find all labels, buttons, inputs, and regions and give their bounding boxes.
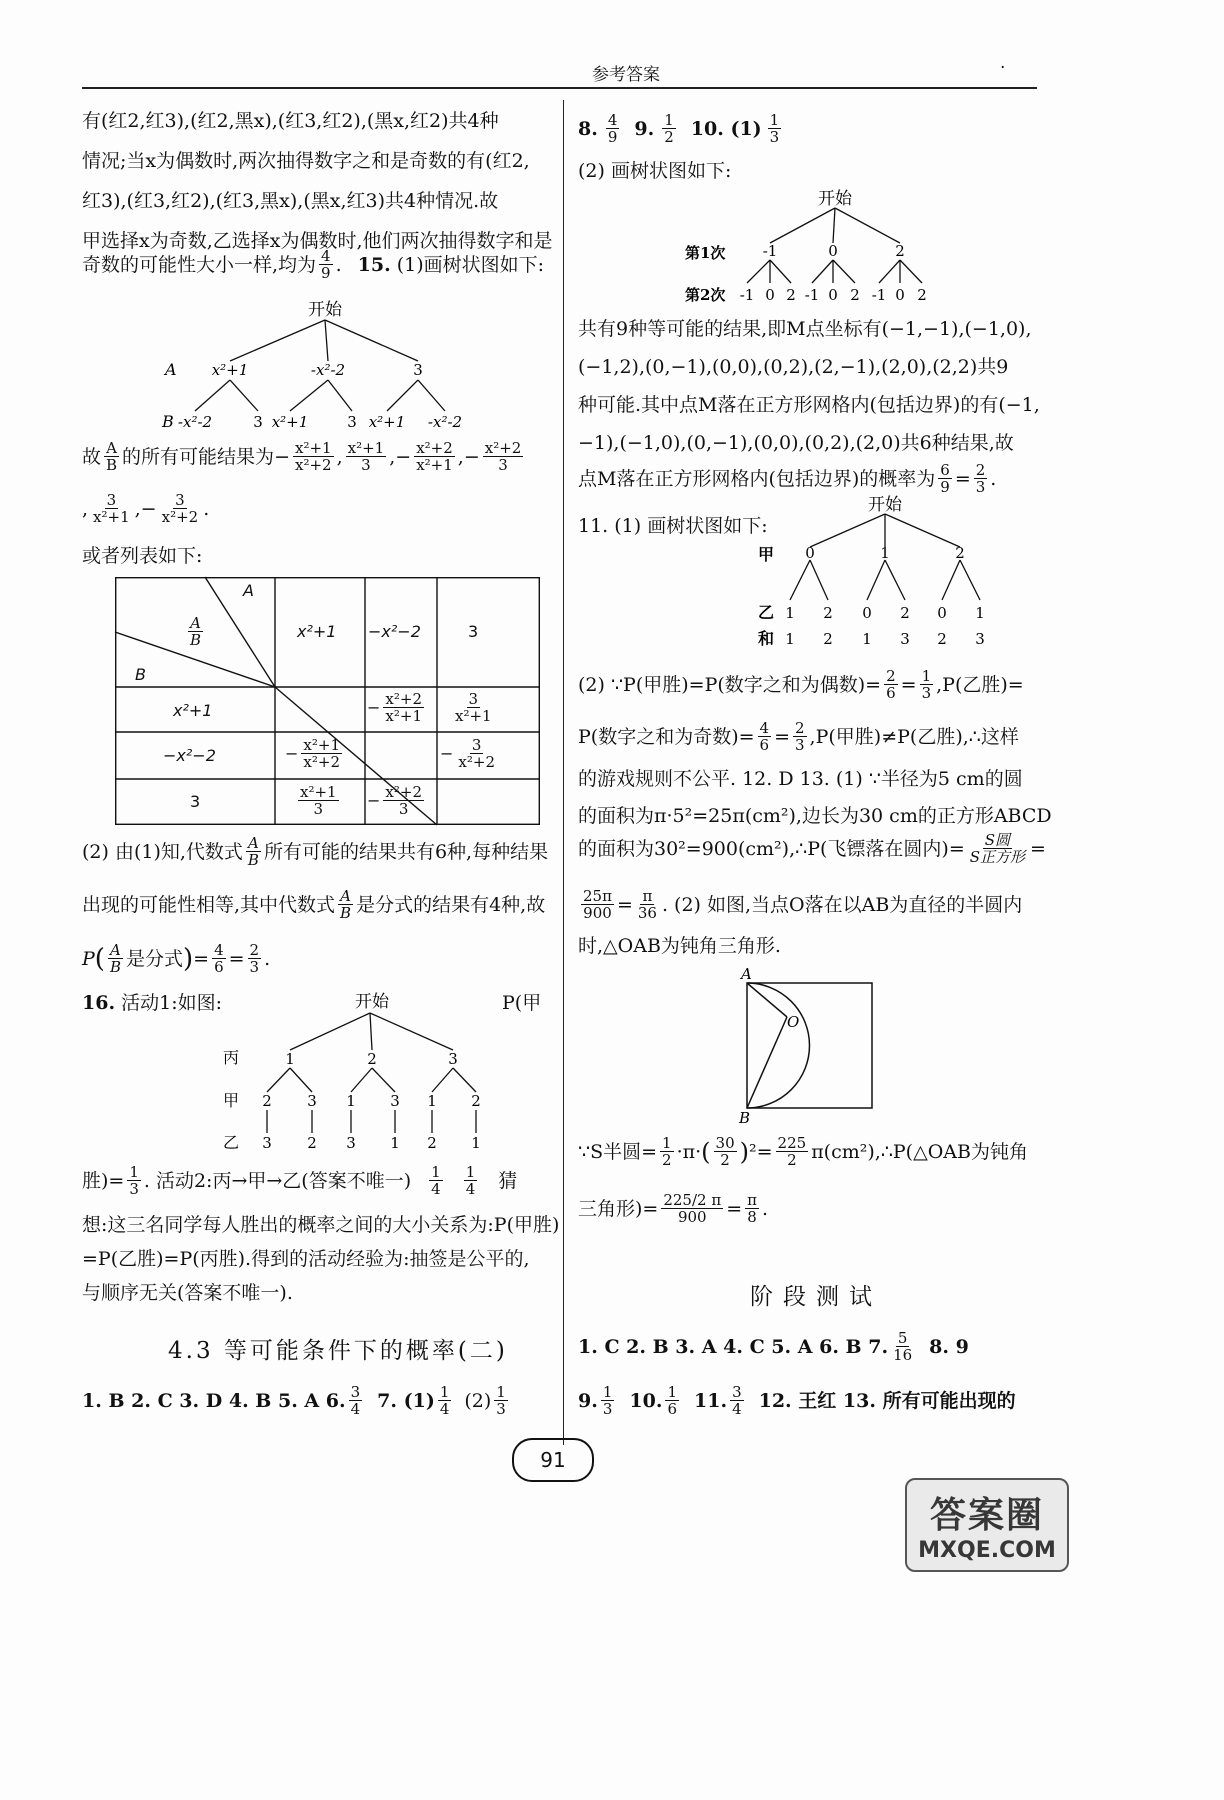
tree16-row-0: 丙 <box>223 1048 240 1067</box>
right-line-9: (2) ∵P(甲胜)=P(数字之和为偶数)= $\frac{2}{6}$ = $\frac{1}{3}$ ,P(乙胜)= <box>578 667 1024 702</box>
svg-text:3: 3 <box>448 1050 458 1068</box>
svg-text:-1: -1 <box>739 286 755 304</box>
svg-text:1: 1 <box>862 630 872 648</box>
table-corner-a: A <box>243 581 254 600</box>
tree-diagram-15 <box>150 300 550 440</box>
left-line-19: =P(乙胜)=P(丙胜).得到的活动经验为:抽签是公平的, <box>82 1248 530 1270</box>
svg-text:0: 0 <box>862 604 872 622</box>
column-divider <box>563 100 564 1445</box>
col-header-2: 3 <box>468 622 479 641</box>
svg-text:-1: -1 <box>804 286 820 304</box>
svg-text:-1: -1 <box>871 286 887 304</box>
q16-line: 16. 活动1:如图: <box>82 992 223 1014</box>
cell-2-3: − $\frac{3}{\text{x²+2}}$ <box>440 736 495 771</box>
svg-text:3: 3 <box>262 1134 272 1152</box>
tree11-row-1: 乙 <box>758 603 775 622</box>
header-rule <box>82 87 1037 89</box>
svg-text:3: 3 <box>390 1092 400 1110</box>
svg-text:1: 1 <box>785 604 795 622</box>
result-2: $\frac{\text{x²+2}}{\text{x²+1}}$ <box>416 439 453 474</box>
fig-label-o: O <box>787 1013 800 1031</box>
results-line: 故 $\frac{A}{B}$ 的所有可能结果为 − $\frac{\text{x²+1}}{\text{x²+2}}$ , $\frac{\text{x²+1}}{3}$ ,− $\frac{\text{x²+2}}{\text{x²+1}}$ ,− $\frac{\text{x²+2}}{3}$ <box>82 439 522 474</box>
svg-text:3: 3 <box>975 630 985 648</box>
svg-text:2: 2 <box>895 242 905 260</box>
svg-text:1: 1 <box>785 630 795 648</box>
row-header-1: −x²−2 <box>163 746 216 765</box>
tree16-row-2: 乙 <box>223 1133 240 1152</box>
result-3: $\frac{\text{x²+2}}{3}$ <box>484 439 522 474</box>
table-corner-frac: $\frac{A}{B}$ <box>190 614 202 649</box>
tree11-start: 开始 <box>868 495 902 515</box>
left-line-2: 情况;当x为偶数时,两次抽得数字之和是奇数的有(红2, <box>82 150 530 172</box>
svg-text:2: 2 <box>471 1092 481 1110</box>
svg-text:3: 3 <box>900 630 910 648</box>
left-line-3: 红3),(红3,红2),(红3,黑x),(黑x,红3)共4种情况.故 <box>82 190 499 212</box>
row-header-2: 3 <box>190 792 201 811</box>
tree-diagram-10 <box>685 188 945 308</box>
tree15-l2-1: 3 <box>253 413 263 431</box>
fig-label-a: A <box>741 965 752 983</box>
svg-text:2: 2 <box>367 1050 377 1068</box>
tree11-row-2: 和 <box>758 629 775 648</box>
tree15-l1-1: -x²-2 <box>310 361 346 379</box>
right-line-13: 的面积为30²=900(cm²),∴P(飞镖落在圆内)= $\frac{\text{S圆}}{\text{S正方形}}$ = <box>578 831 1046 866</box>
watermark-logo <box>905 1478 1069 1572</box>
right-line-15: 时,△OAB为钝角三角形. <box>578 935 781 957</box>
cell-2-1: − $\frac{\text{x²+1}}{\text{x²+2}}$ <box>285 736 340 771</box>
header-dot: · <box>1000 58 1006 78</box>
svg-text:1: 1 <box>471 1134 481 1152</box>
right-line-11: 的游戏规则不公平. 12. D 13. (1) ∵半径为5 cm的圆 <box>578 768 1023 790</box>
table-intro: 或者列表如下: <box>82 545 203 567</box>
right-line-5: 种可能.其中点M落在正方形网格内(包括边界)的有(−1, <box>578 394 1040 416</box>
tree-diagram-16 <box>215 992 515 1158</box>
section-title-stage-test: 阶段测试 <box>750 1284 882 1310</box>
col-header-0: x²+1 <box>297 622 337 641</box>
svg-text:3: 3 <box>346 1134 356 1152</box>
left-line-4: 甲选择x为奇数,乙选择x为偶数时,他们两次抽得数字和是 <box>82 230 553 252</box>
svg-text:1: 1 <box>390 1134 400 1152</box>
fraction-4-9: $\frac{4}{9}$ <box>321 247 331 282</box>
right-line-17: 三角形)= $\frac{225/2 \pi}{900}$ = $\frac{\pi}{8}$ . <box>578 1191 769 1226</box>
cell-1-3: $\frac{3}{\text{x²+1}}$ <box>455 690 492 725</box>
cell-3-1: $\frac{\text{x²+1}}{3}$ <box>300 783 337 818</box>
svg-text:1: 1 <box>285 1050 295 1068</box>
result-1: $\frac{\text{x²+1}}{3}$ <box>347 439 385 474</box>
right-line-6: −1),(−1,0),(0,−1),(0,0),(0,2),(2,0)共6种结果,故 <box>578 432 1014 454</box>
left-line-18: 想:这三名同学每人胜出的概率之间的大小关系为:P(甲胜) <box>82 1214 560 1236</box>
svg-text:2: 2 <box>917 286 927 304</box>
svg-text:2: 2 <box>900 604 910 622</box>
right-line-3: 共有9种等可能的结果,即M点坐标有(−1,−1),(−1,0), <box>578 318 1032 340</box>
right-line-14: $\frac{25\pi}{900}$ = $\frac{\pi}{36}$ . (2) 如图,当点O落在以AB为直径的半圆内 <box>583 887 1023 922</box>
svg-text:2: 2 <box>937 630 947 648</box>
tree10-row-0: 第1次 <box>685 244 726 262</box>
svg-text:0: 0 <box>828 242 838 260</box>
right-line-7: 点M落在正方形网格内(包括边界)的概率为 $\frac{6}{9}$ = $\frac{2}{3}$ . <box>578 461 997 496</box>
stage-answers-2: 9. $\frac{1}{3}$ 10. $\frac{1}{6}$ 11. $\frac{3}{4}$ 12. 王红 13. 所有可能出现的 <box>578 1383 1016 1418</box>
tree15-l2-0: -x²-2 <box>177 413 213 431</box>
svg-text:2: 2 <box>955 544 965 562</box>
answers-4-3: 1. B 2. C 3. D 4. B 5. A 6. $\frac{3}{4}$ 7. (1) $\frac{1}{4}$ (2) $\frac{1}{3}$ <box>82 1383 506 1418</box>
table-corner-b: B <box>135 665 146 684</box>
tree15-label-a: A <box>165 360 177 379</box>
svg-text:1: 1 <box>427 1092 437 1110</box>
cell-3-2: − $\frac{\text{x²+2}}{3}$ <box>367 783 422 818</box>
part2-line-1: (2) 由(1)知,代数式 $\frac{A}{B}$ 所有可能的结果共有6种,每种结果 <box>82 834 549 869</box>
tree16-row-1: 甲 <box>223 1091 240 1110</box>
col-header-1: −x²−2 <box>368 622 421 641</box>
svg-text:1: 1 <box>880 544 890 562</box>
svg-text:1: 1 <box>346 1092 356 1110</box>
watermark-url: MXQE.COM <box>918 1538 1056 1563</box>
svg-text:1: 1 <box>975 604 985 622</box>
tree-diagram-11 <box>755 492 1015 647</box>
q16-right: P(甲 <box>502 992 542 1014</box>
row-header-0: x²+1 <box>173 701 213 720</box>
result-5: $\frac{3}{\text{x²+2}}$ <box>161 491 199 526</box>
right-line-8: 11. (1) 画树状图如下: <box>578 515 768 537</box>
watermark-text: 答案圈 <box>929 1495 1044 1536</box>
result-table <box>115 577 540 825</box>
svg-text:2: 2 <box>427 1134 437 1152</box>
section-title-4-3: 4.3 等可能条件下的概率(二) <box>168 1338 508 1364</box>
svg-text:3: 3 <box>307 1092 317 1110</box>
tree15-l1-0: x²+1 <box>211 361 249 379</box>
tree15-l2-5: -x²-2 <box>427 413 463 431</box>
tree10-start: 开始 <box>818 189 852 209</box>
tree11-row-0: 甲 <box>758 545 775 564</box>
tree15-start: 开始 <box>308 300 342 320</box>
left-line-1: 有(红2,红3),(红2,黑x),(红3,红2),(黑x,红2)共4种 <box>82 110 499 132</box>
svg-text:2: 2 <box>786 286 796 304</box>
tree15-label-b: B <box>162 412 174 431</box>
tree15-l2-3: 3 <box>347 413 357 431</box>
tree15-l1-2: 3 <box>413 361 423 379</box>
svg-text:-1: -1 <box>762 242 778 260</box>
svg-text:0: 0 <box>895 286 905 304</box>
svg-text:2: 2 <box>823 630 833 648</box>
svg-text:2: 2 <box>262 1092 272 1110</box>
svg-text:2: 2 <box>307 1134 317 1152</box>
result-0: $\frac{\text{x²+1}}{\text{x²+2}}$ <box>294 439 332 474</box>
svg-text:0: 0 <box>937 604 947 622</box>
right-line-16: ∵S半圆= $\frac{1}{2}$ ·π· ( $\frac{30}{2}$ ) ²= $\frac{225}{2}$ π(cm²),∴P(△OAB为钝角 <box>578 1134 1028 1169</box>
tree15-l2-4: x²+1 <box>368 413 406 431</box>
right-line-1: 8. $\frac{4}{9}$ 9. $\frac{1}{2}$ 10. (1) $\frac{1}{3}$ <box>578 111 780 146</box>
left-line-20: 与顺序无关(答案不唯一). <box>82 1282 293 1304</box>
svg-text:0: 0 <box>765 286 775 304</box>
semicircle-figure <box>735 965 885 1125</box>
svg-text:0: 0 <box>805 544 815 562</box>
fig-label-b: B <box>739 1109 751 1127</box>
activity-line: 胜)= $\frac{1}{3}$ . 活动2:丙→甲→乙(答案不唯一) $\frac{1}{4}$ $\frac{1}{4}$ 猜 <box>82 1163 518 1198</box>
svg-text:2: 2 <box>823 604 833 622</box>
cell-1-2: − $\frac{\text{x²+2}}{\text{x²+1}}$ <box>367 690 422 725</box>
svg-text:2: 2 <box>850 286 860 304</box>
right-line-4: (−1,2),(0,−1),(0,0),(0,2),(2,−1),(2,0),(2,2)共9 <box>578 356 1009 378</box>
results-line-2: , $\frac{3}{\text{x²+1}}$ ,− $\frac{3}{\text{x²+2}}$ . <box>82 491 210 526</box>
part2-line-3: P ( $\frac{A}{B}$ 是分式 ) = $\frac{4}{6}$ = $\frac{2}{3}$ . <box>82 941 271 976</box>
tree15-l2-2: x²+1 <box>271 413 309 431</box>
header-title: 参考答案 <box>592 65 660 85</box>
stage-answers-1: 1. C 2. B 3. A 4. C 5. A 6. B 7. $\frac{5}{16}$ 8. 9 <box>578 1329 969 1364</box>
page-number-badge <box>512 1438 594 1482</box>
page-number: 91 <box>540 1448 566 1472</box>
right-line-12: 的面积为π·5²=25π(cm²),边长为30 cm的正方形ABCD <box>578 805 1052 827</box>
svg-text:0: 0 <box>828 286 838 304</box>
left-line-5: 奇数的可能性大小一样,均为 $\frac{4}{9}$ . 15. (1)画树状图如下: <box>82 247 545 282</box>
result-4: $\frac{3}{\text{x²+1}}$ <box>93 491 130 526</box>
right-line-10: P(数字之和为奇数)= $\frac{4}{6}$ = $\frac{2}{3}$ ,P(甲胜)≠P(乙胜),∴这样 <box>578 719 1019 754</box>
right-line-2: (2) 画树状图如下: <box>578 160 732 182</box>
tree10-row-1: 第2次 <box>685 286 726 304</box>
part2-line-2: 出现的可能性相等,其中代数式 $\frac{A}{B}$ 是分式的结果有4种,故 <box>82 887 546 922</box>
tree16-start: 开始 <box>355 992 389 1012</box>
